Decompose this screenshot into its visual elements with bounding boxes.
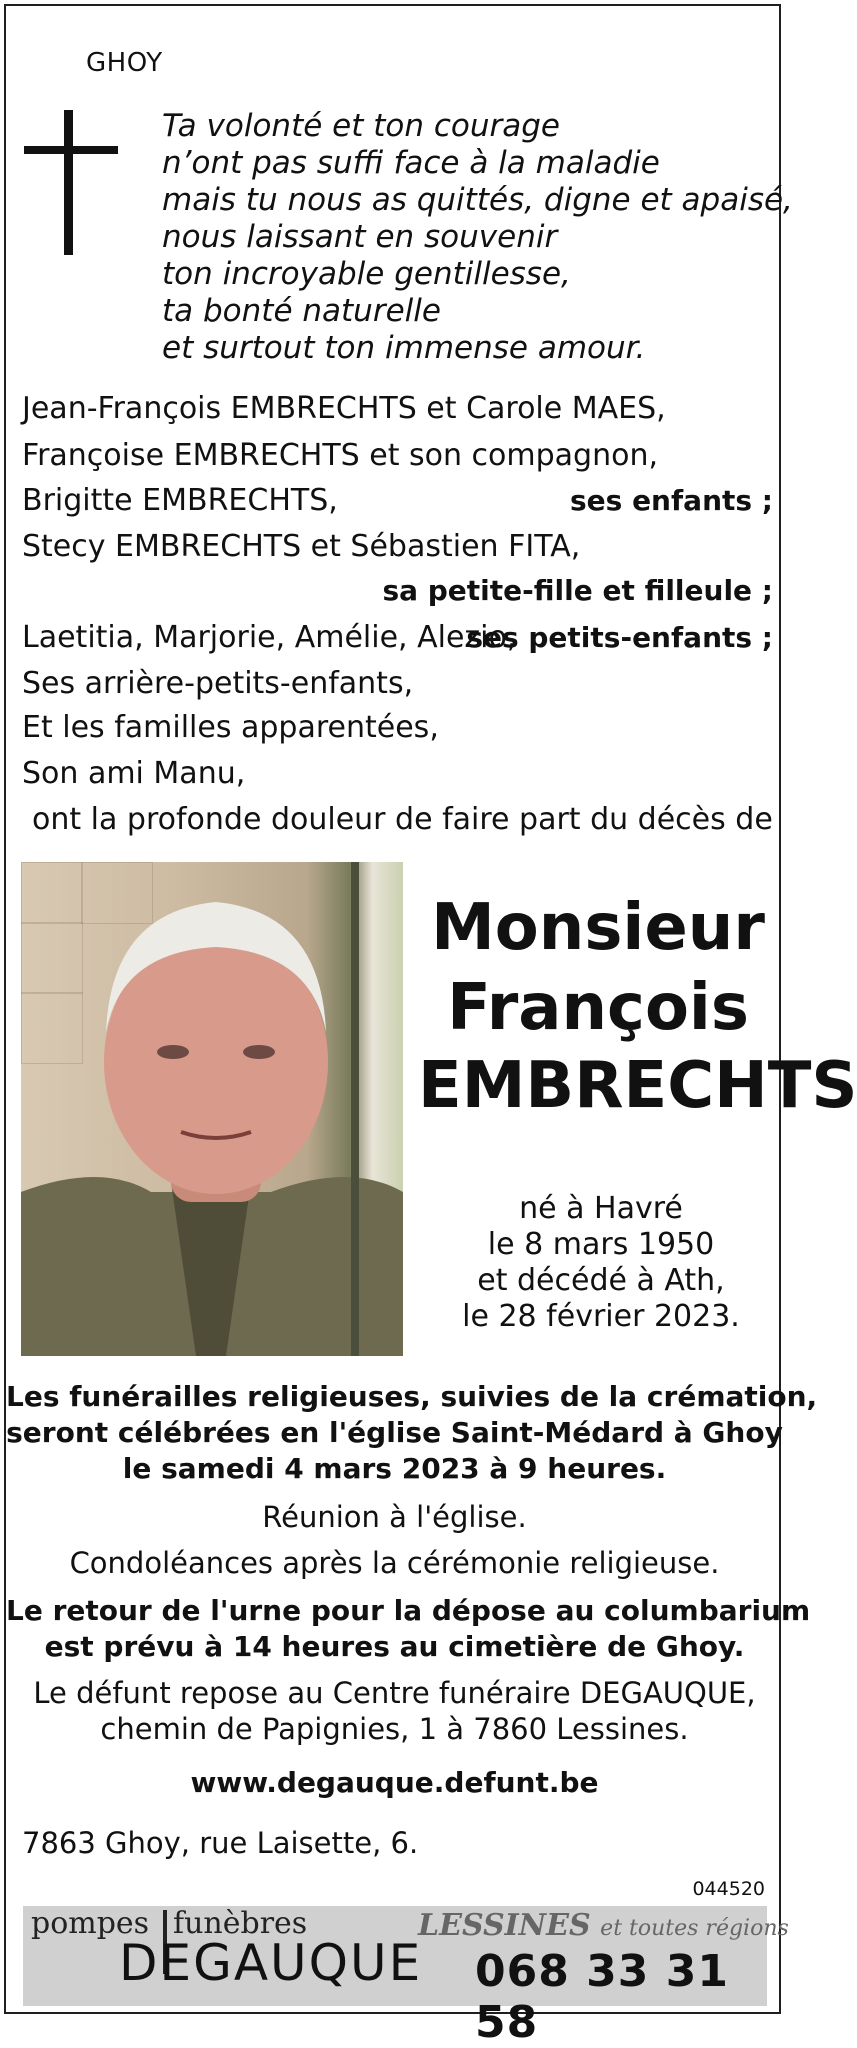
death-date: le 28 février 2023. (462, 1299, 740, 1334)
rest-info: Le défunt repose au Centre funéraire DEGAUQUE, (33, 1676, 756, 1710)
portrait-figure (21, 862, 403, 1356)
footer-city: LESSINES (418, 1908, 591, 1943)
poem-line: n’ont pas suffi face à la maladie (162, 145, 660, 181)
reference-number: 044520 (692, 1878, 765, 1900)
family-line: Et les familles apparentées, (22, 710, 439, 745)
poem-line: nous laissant en souvenir (162, 219, 558, 255)
announcement: ont la profonde douleur de faire part du décès de (32, 802, 773, 837)
family-line: Françoise EMBRECHTS et son compagnon, (22, 438, 658, 473)
relation-grandchildren: ses petits-enfants ; (466, 621, 773, 654)
family-line: Laetitia, Marjorie, Amélie, Alezio, (22, 620, 517, 655)
footer-regions: et toutes régions (600, 1916, 789, 1941)
website-link[interactable]: www.degauque.defunt.be (190, 1766, 599, 1799)
deceased-last-name: EMBRECHTS (418, 1049, 857, 1123)
family-line: Stecy EMBRECHTS et Sébastien FITA, (22, 529, 581, 564)
meeting-info: Réunion à l'église. (262, 1500, 527, 1534)
poem-line: ton incroyable gentillesse, (162, 256, 571, 292)
phone-number[interactable]: 068 33 31 58 (475, 1946, 729, 2048)
rest-info: chemin de Papignies, 1 à 7860 Lessines. (100, 1712, 689, 1746)
poem-line: mais tu nous as quittés, digne et apaisé, (162, 182, 793, 218)
family-line: Brigitte EMBRECHTS, (22, 483, 338, 518)
cross-icon (24, 110, 118, 255)
portrait-photo (21, 862, 403, 1356)
poem-line: ta bonté naturelle (162, 293, 441, 329)
family-line: Son ami Manu, (22, 756, 246, 791)
deceased-title: Monsieur (431, 891, 765, 965)
poem (162, 108, 793, 367)
funeral-info: Les funérailles religieuses, suivies de la crémation, (6, 1380, 818, 1413)
funeral-info: seront célébrées en l'église Saint-Médard à Ghoy (6, 1416, 783, 1449)
family-address: 7863 Ghoy, rue Laisette, 6. (22, 1826, 419, 1860)
urn-info: est prévu à 14 heures au cimetière de Ghoy. (44, 1630, 745, 1663)
condolences-info: Condoléances après la cérémonie religieuse. (69, 1546, 720, 1580)
urn-info: Le retour de l'urne pour la dépose au columbarium (6, 1594, 811, 1627)
birth-place: né à Havré (519, 1191, 683, 1226)
poem-line: et surtout ton immense amour. (162, 330, 646, 366)
relation-granddaughter: sa petite-fille et filleule ; (382, 574, 773, 607)
relation-children: ses enfants ; (570, 484, 773, 517)
footer-funebres: funèbres (173, 1906, 308, 1941)
funeral-info: le samedi 4 mars 2023 à 9 heures. (122, 1452, 667, 1485)
funeral-home-name: DEGAUQUE (119, 1934, 423, 1992)
deceased-first-name: François (447, 971, 749, 1045)
village-name: GHOY (86, 48, 163, 78)
birth-date: le 8 mars 1950 (487, 1227, 715, 1262)
family-line: Ses arrière-petits-enfants, (22, 666, 414, 701)
funeral-home-banner (23, 1906, 789, 2048)
footer-location (418, 1908, 789, 1943)
poem-line: Ta volonté et ton courage (162, 108, 561, 144)
death-place: et décédé à Ath, (477, 1263, 725, 1298)
obituary-notice (4, 4, 857, 2048)
footer-pompes: pompes (31, 1906, 150, 1941)
family-line: Jean-François EMBRECHTS et Carole MAES, (22, 391, 666, 426)
